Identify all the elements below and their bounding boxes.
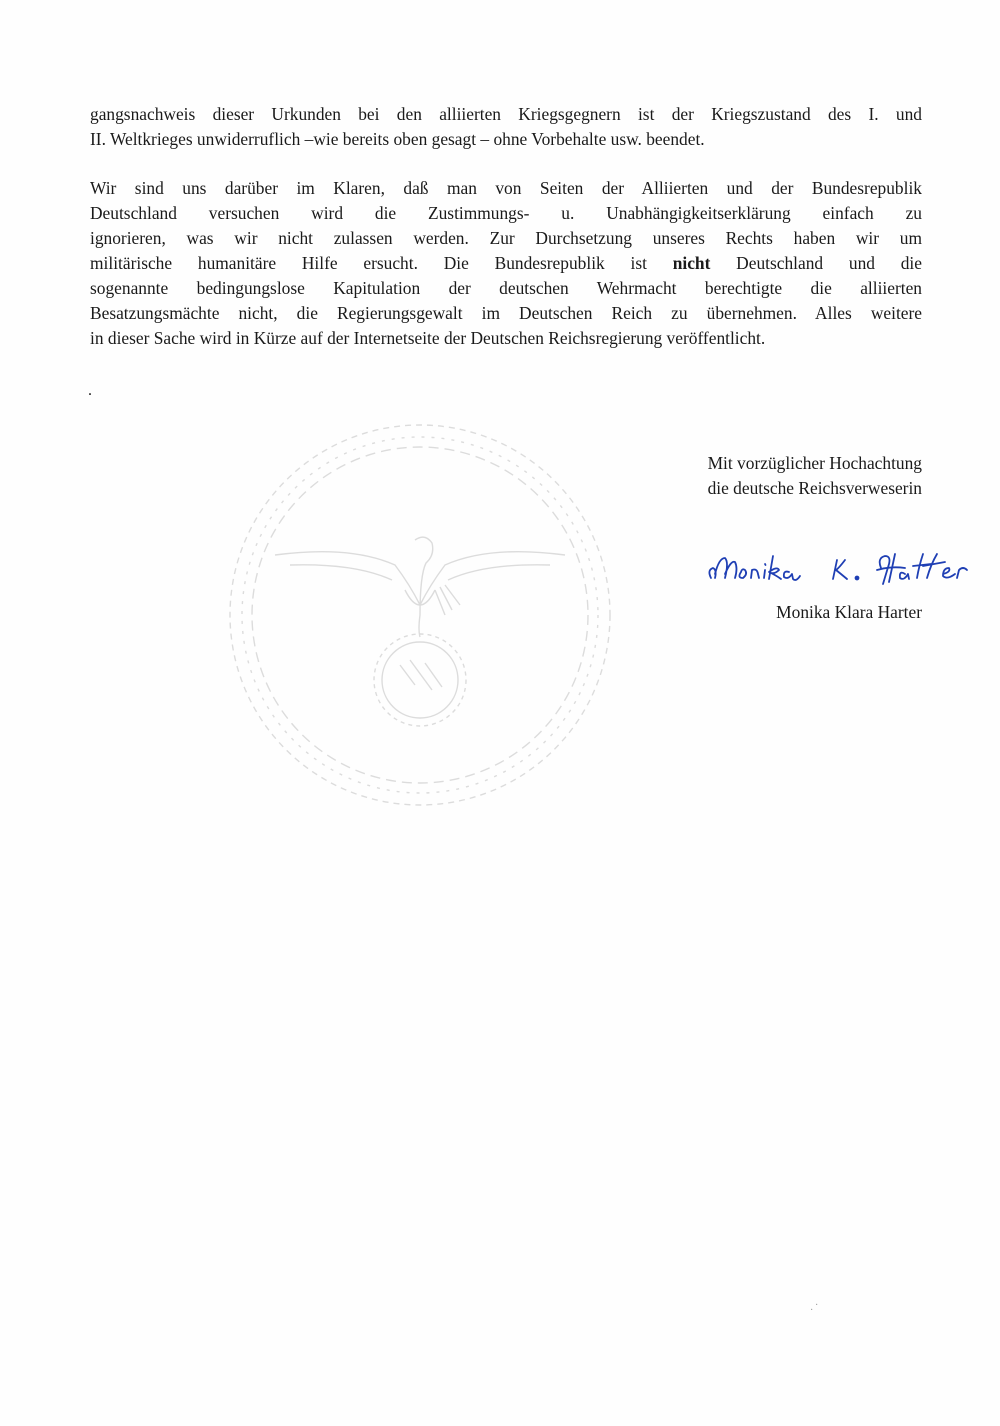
paragraph-1-line-2: II. Weltkrieges unwiderruflich –wie bereits oben gesagt – ohne Vorbehalte usw. beendet. — [90, 129, 705, 149]
paragraph-2-line-6: Besatzungsmächte nicht, die Regierungsgewalt im Deutschen Reich zu übernehmen. Alles weitere — [90, 303, 922, 323]
scan-speck: · — [810, 1305, 814, 1316]
paragraph-2-line-4-start: militärische humanitäre Hilfe ersucht. Die Bundesrepublik ist — [90, 253, 647, 273]
paragraph-2-line-4 — [90, 251, 922, 276]
closing-line-1: Mit vorzüglicher Hochachtung — [707, 453, 922, 473]
handwritten-signature — [705, 548, 980, 593]
paragraph-2-line-7: in dieser Sache wird in Kürze auf der Internetseite der Deutschen Reichsregierung veröffentlicht. — [90, 328, 766, 348]
paragraph-2-line-2: Deutschland versuchen wird die Zustimmungs- u. Unabhängigkeitserklärung einfach zu — [90, 203, 922, 223]
signatory-name: Monika Klara Harter — [776, 602, 922, 622]
scan-speck: · — [815, 1300, 819, 1311]
emphasis-nicht: nicht — [672, 253, 711, 273]
closing-line-2: die deutsche Reichsverweserin — [707, 478, 922, 498]
stray-dot: . — [88, 382, 92, 399]
closing-block — [560, 451, 922, 501]
paragraph-2 — [90, 176, 922, 351]
paragraph-2-line-3: ignorieren, was wir nicht zulassen werden. Zur Durchsetzung unseres Rechts haben wir um — [90, 228, 922, 248]
paragraph-1 — [90, 102, 922, 152]
paragraph-1-line-1: gangsnachweis dieser Urkunden bei den alliierten Kriegsgegnern ist der Kriegszustand des I. und — [90, 104, 922, 124]
paragraph-2-line-4-end: Deutschland und die — [736, 253, 922, 273]
paragraph-2-line-5: sogenannte bedingungslose Kapitulation der deutschen Wehrmacht berechtigte die alliierten — [90, 278, 922, 298]
paragraph-2-line-1: Wir sind uns darüber im Klaren, daß man von Seiten der Alliierten und der Bundesrepublik — [90, 178, 922, 198]
